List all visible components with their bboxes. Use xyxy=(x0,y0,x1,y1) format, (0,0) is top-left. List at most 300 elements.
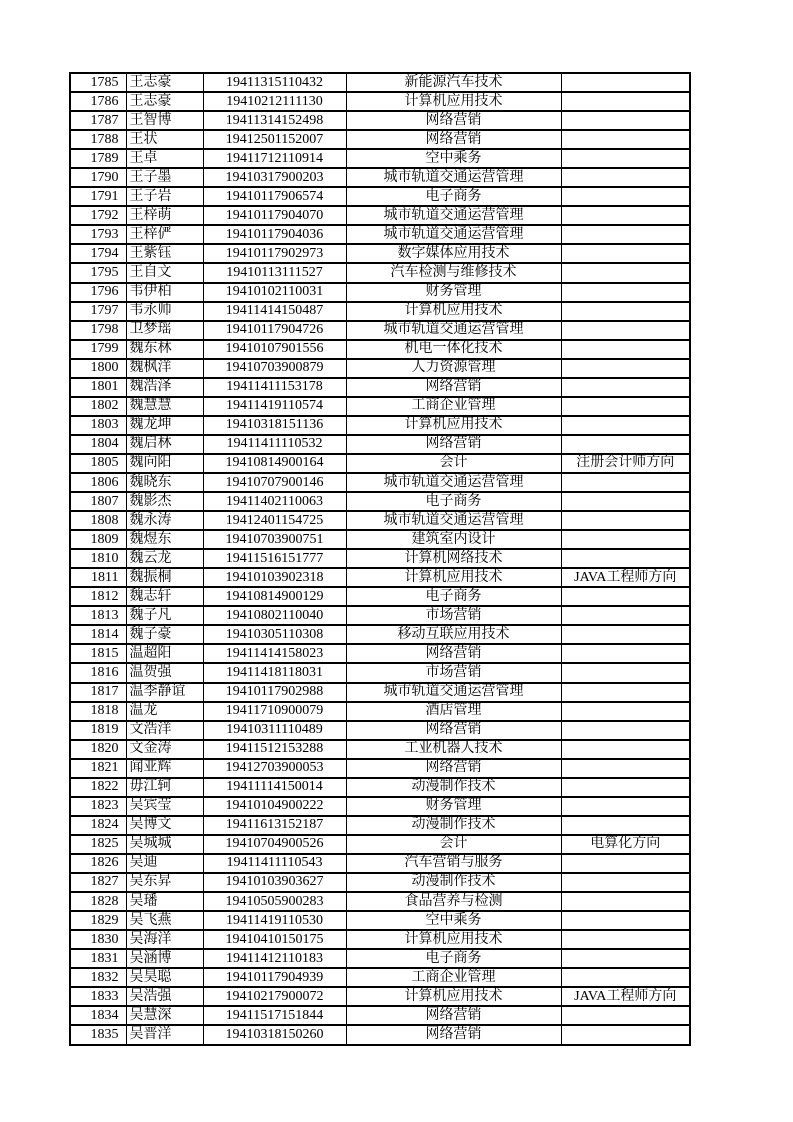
direction-cell xyxy=(561,340,690,359)
major-cell: 计算机应用技术 xyxy=(346,987,561,1006)
major-cell: 网络营销 xyxy=(346,1006,561,1025)
name-cell: 王紫钰 xyxy=(126,244,203,263)
table-row xyxy=(70,549,690,568)
name-cell: 吴晋洋 xyxy=(126,1025,203,1045)
no-cell: 1826 xyxy=(70,854,126,873)
major-cell: 城市轨道交通运营管理 xyxy=(346,683,561,702)
direction-cell xyxy=(561,968,690,987)
table-row xyxy=(70,454,690,473)
table-row xyxy=(70,663,690,682)
student-id-cell: 19410318151136 xyxy=(203,416,346,435)
no-cell: 1825 xyxy=(70,835,126,854)
no-cell: 1803 xyxy=(70,416,126,435)
name-cell: 魏启林 xyxy=(126,435,203,454)
no-cell: 1796 xyxy=(70,283,126,302)
student-id-cell: 19410103903627 xyxy=(203,873,346,892)
table-row xyxy=(70,949,690,968)
table-row xyxy=(70,244,690,263)
major-cell: 市场营销 xyxy=(346,663,561,682)
student-id-cell: 19411613152187 xyxy=(203,816,346,835)
table-row xyxy=(70,759,690,778)
major-cell: 市场营销 xyxy=(346,606,561,625)
table-row xyxy=(70,302,690,321)
no-cell: 1832 xyxy=(70,968,126,987)
direction-cell xyxy=(561,130,690,149)
direction-cell xyxy=(561,873,690,892)
direction-cell xyxy=(561,244,690,263)
name-cell: 文浩洋 xyxy=(126,721,203,740)
direction-cell xyxy=(561,225,690,244)
no-cell: 1795 xyxy=(70,263,126,282)
table-row xyxy=(70,797,690,816)
name-cell: 王梓俨 xyxy=(126,225,203,244)
name-cell: 吴博文 xyxy=(126,816,203,835)
direction-cell xyxy=(561,397,690,416)
major-cell: 动漫制作技术 xyxy=(346,778,561,797)
name-cell: 魏子凡 xyxy=(126,606,203,625)
student-id-cell: 19410104900222 xyxy=(203,797,346,816)
no-cell: 1824 xyxy=(70,816,126,835)
major-cell: 动漫制作技术 xyxy=(346,873,561,892)
direction-cell xyxy=(561,549,690,568)
student-id-cell: 19411517151844 xyxy=(203,1006,346,1025)
table-row xyxy=(70,321,690,340)
no-cell: 1787 xyxy=(70,111,126,130)
student-id-cell: 19411418118031 xyxy=(203,663,346,682)
major-cell: 工商企业管理 xyxy=(346,968,561,987)
direction-cell xyxy=(561,492,690,511)
direction-cell xyxy=(561,721,690,740)
no-cell: 1823 xyxy=(70,797,126,816)
major-cell: 计算机应用技术 xyxy=(346,568,561,587)
major-cell: 食品营养与检测 xyxy=(346,892,561,911)
name-cell: 王智博 xyxy=(126,111,203,130)
major-cell: 财务管理 xyxy=(346,283,561,302)
direction-cell xyxy=(561,663,690,682)
table-row xyxy=(70,740,690,759)
table-row xyxy=(70,435,690,454)
table-row xyxy=(70,283,690,302)
major-cell: 计算机应用技术 xyxy=(346,92,561,111)
direction-cell: JAVA工程师方向 xyxy=(561,568,690,587)
direction-cell xyxy=(561,949,690,968)
major-cell: 网络营销 xyxy=(346,644,561,663)
student-id-cell: 19410117902973 xyxy=(203,244,346,263)
major-cell: 数字媒体应用技术 xyxy=(346,244,561,263)
table-row xyxy=(70,625,690,644)
no-cell: 1819 xyxy=(70,721,126,740)
major-cell: 网络营销 xyxy=(346,721,561,740)
name-cell: 魏振桐 xyxy=(126,568,203,587)
name-cell: 魏志轩 xyxy=(126,587,203,606)
name-cell: 魏枫洋 xyxy=(126,359,203,378)
no-cell: 1814 xyxy=(70,625,126,644)
name-cell: 吴东昇 xyxy=(126,873,203,892)
no-cell: 1830 xyxy=(70,930,126,949)
table-row xyxy=(70,606,690,625)
no-cell: 1829 xyxy=(70,911,126,930)
name-cell: 闻亚辉 xyxy=(126,759,203,778)
student-id-cell: 19410505900283 xyxy=(203,892,346,911)
student-id-cell: 19411419110574 xyxy=(203,397,346,416)
student-id-cell: 19410103902318 xyxy=(203,568,346,587)
direction-cell xyxy=(561,263,690,282)
table-row xyxy=(70,111,690,130)
major-cell: 计算机应用技术 xyxy=(346,302,561,321)
direction-cell xyxy=(561,73,690,92)
major-cell: 城市轨道交通运营管理 xyxy=(346,168,561,187)
table-row xyxy=(70,511,690,530)
no-cell: 1807 xyxy=(70,492,126,511)
student-id-cell: 19410814900129 xyxy=(203,587,346,606)
major-cell: 城市轨道交通运营管理 xyxy=(346,206,561,225)
name-cell: 魏云龙 xyxy=(126,549,203,568)
student-id-cell: 19410703900879 xyxy=(203,359,346,378)
no-cell: 1808 xyxy=(70,511,126,530)
no-cell: 1786 xyxy=(70,92,126,111)
name-cell: 吴宾莹 xyxy=(126,797,203,816)
student-id-cell: 19412401154725 xyxy=(203,511,346,530)
direction-cell xyxy=(561,473,690,492)
table-row xyxy=(70,340,690,359)
direction-cell xyxy=(561,606,690,625)
table-row xyxy=(70,206,690,225)
student-id-cell: 19410703900751 xyxy=(203,530,346,549)
table-row xyxy=(70,778,690,797)
direction-cell xyxy=(561,149,690,168)
name-cell: 魏浩泽 xyxy=(126,378,203,397)
student-id-cell: 19410212111130 xyxy=(203,92,346,111)
major-cell: 网络营销 xyxy=(346,378,561,397)
direction-cell xyxy=(561,683,690,702)
name-cell: 魏煜东 xyxy=(126,530,203,549)
name-cell: 魏向阳 xyxy=(126,454,203,473)
document-page xyxy=(69,72,689,1046)
no-cell: 1811 xyxy=(70,568,126,587)
table-row xyxy=(70,530,690,549)
table-row xyxy=(70,73,690,92)
student-id-cell: 19410117906574 xyxy=(203,187,346,206)
no-cell: 1813 xyxy=(70,606,126,625)
major-cell: 网络营销 xyxy=(346,435,561,454)
direction-cell xyxy=(561,625,690,644)
direction-cell xyxy=(561,1025,690,1045)
table-row xyxy=(70,930,690,949)
no-cell: 1828 xyxy=(70,892,126,911)
student-id-cell: 19411414150487 xyxy=(203,302,346,321)
major-cell: 动漫制作技术 xyxy=(346,816,561,835)
table-row xyxy=(70,263,690,282)
table-row xyxy=(70,644,690,663)
direction-cell xyxy=(561,854,690,873)
student-id-cell: 19410317900203 xyxy=(203,168,346,187)
student-id-cell: 19410217900072 xyxy=(203,987,346,1006)
student-id-cell: 19410107901556 xyxy=(203,340,346,359)
student-table xyxy=(69,72,691,1046)
no-cell: 1834 xyxy=(70,1006,126,1025)
table-row xyxy=(70,683,690,702)
direction-cell xyxy=(561,797,690,816)
direction-cell xyxy=(561,587,690,606)
major-cell: 工业机器人技术 xyxy=(346,740,561,759)
table-row xyxy=(70,854,690,873)
student-id-cell: 19411712110914 xyxy=(203,149,346,168)
direction-cell xyxy=(561,911,690,930)
name-cell: 王自文 xyxy=(126,263,203,282)
name-cell: 温李静谊 xyxy=(126,683,203,702)
name-cell: 王子岩 xyxy=(126,187,203,206)
table-row xyxy=(70,130,690,149)
major-cell: 计算机网络技术 xyxy=(346,549,561,568)
direction-cell xyxy=(561,435,690,454)
table-row xyxy=(70,987,690,1006)
student-id-cell: 19410117904939 xyxy=(203,968,346,987)
table-row xyxy=(70,911,690,930)
name-cell: 魏晓东 xyxy=(126,473,203,492)
no-cell: 1804 xyxy=(70,435,126,454)
major-cell: 电子商务 xyxy=(346,949,561,968)
name-cell: 吴慧深 xyxy=(126,1006,203,1025)
direction-cell xyxy=(561,816,690,835)
name-cell: 吴迪 xyxy=(126,854,203,873)
student-id-cell: 19411315110432 xyxy=(203,73,346,92)
major-cell: 城市轨道交通运营管理 xyxy=(346,225,561,244)
table-row xyxy=(70,816,690,835)
direction-cell xyxy=(561,359,690,378)
table-row xyxy=(70,225,690,244)
major-cell: 网络营销 xyxy=(346,759,561,778)
name-cell: 文金涛 xyxy=(126,740,203,759)
no-cell: 1802 xyxy=(70,397,126,416)
major-cell: 汽车营销与服务 xyxy=(346,854,561,873)
name-cell: 魏永涛 xyxy=(126,511,203,530)
no-cell: 1792 xyxy=(70,206,126,225)
name-cell: 韦伊柏 xyxy=(126,283,203,302)
direction-cell xyxy=(561,778,690,797)
name-cell: 韦永帅 xyxy=(126,302,203,321)
direction-cell xyxy=(561,530,690,549)
student-id-cell: 19410707900146 xyxy=(203,473,346,492)
no-cell: 1806 xyxy=(70,473,126,492)
student-id-cell: 19411419110530 xyxy=(203,911,346,930)
table-row xyxy=(70,702,690,721)
table-row xyxy=(70,968,690,987)
no-cell: 1816 xyxy=(70,663,126,682)
direction-cell xyxy=(561,416,690,435)
table-row xyxy=(70,149,690,168)
direction-cell xyxy=(561,892,690,911)
major-cell: 空中乘务 xyxy=(346,911,561,930)
no-cell: 1817 xyxy=(70,683,126,702)
major-cell: 空中乘务 xyxy=(346,149,561,168)
student-id-cell: 19411414158023 xyxy=(203,644,346,663)
direction-cell xyxy=(561,1006,690,1025)
direction-cell xyxy=(561,111,690,130)
name-cell: 魏东林 xyxy=(126,340,203,359)
major-cell: 人力资源管理 xyxy=(346,359,561,378)
no-cell: 1798 xyxy=(70,321,126,340)
name-cell: 卫梦瑶 xyxy=(126,321,203,340)
major-cell: 城市轨道交通运营管理 xyxy=(346,473,561,492)
name-cell: 温龙 xyxy=(126,702,203,721)
table-row xyxy=(70,473,690,492)
direction-cell xyxy=(561,644,690,663)
no-cell: 1793 xyxy=(70,225,126,244)
name-cell: 吴浩强 xyxy=(126,987,203,1006)
direction-cell: 电算化方向 xyxy=(561,835,690,854)
table-row xyxy=(70,721,690,740)
direction-cell xyxy=(561,930,690,949)
name-cell: 毋江轲 xyxy=(126,778,203,797)
student-id-cell: 19411412110183 xyxy=(203,949,346,968)
major-cell: 新能源汽车技术 xyxy=(346,73,561,92)
major-cell: 酒店管理 xyxy=(346,702,561,721)
major-cell: 汽车检测与维修技术 xyxy=(346,263,561,282)
direction-cell xyxy=(561,206,690,225)
name-cell: 吴海洋 xyxy=(126,930,203,949)
major-cell: 网络营销 xyxy=(346,1025,561,1045)
student-id-cell: 19411411110543 xyxy=(203,854,346,873)
direction-cell xyxy=(561,283,690,302)
direction-cell xyxy=(561,92,690,111)
no-cell: 1794 xyxy=(70,244,126,263)
major-cell: 计算机应用技术 xyxy=(346,930,561,949)
name-cell: 魏慧慧 xyxy=(126,397,203,416)
name-cell: 魏子豪 xyxy=(126,625,203,644)
table-row xyxy=(70,168,690,187)
no-cell: 1809 xyxy=(70,530,126,549)
student-id-cell: 19410318150260 xyxy=(203,1025,346,1045)
no-cell: 1831 xyxy=(70,949,126,968)
table-row xyxy=(70,1006,690,1025)
direction-cell xyxy=(561,321,690,340)
direction-cell: 注册会计师方向 xyxy=(561,454,690,473)
table-row xyxy=(70,835,690,854)
no-cell: 1812 xyxy=(70,587,126,606)
student-table-body xyxy=(70,73,690,1045)
table-row xyxy=(70,378,690,397)
name-cell: 王梓萌 xyxy=(126,206,203,225)
name-cell: 吴城城 xyxy=(126,835,203,854)
no-cell: 1797 xyxy=(70,302,126,321)
student-id-cell: 19411114150014 xyxy=(203,778,346,797)
table-row xyxy=(70,1025,690,1045)
student-id-cell: 19411710900079 xyxy=(203,702,346,721)
student-id-cell: 19410102110031 xyxy=(203,283,346,302)
direction-cell xyxy=(561,302,690,321)
student-id-cell: 19410410150175 xyxy=(203,930,346,949)
major-cell: 城市轨道交通运营管理 xyxy=(346,321,561,340)
no-cell: 1835 xyxy=(70,1025,126,1045)
major-cell: 机电一体化技术 xyxy=(346,340,561,359)
direction-cell xyxy=(561,759,690,778)
name-cell: 王志豪 xyxy=(126,92,203,111)
no-cell: 1791 xyxy=(70,187,126,206)
student-id-cell: 19410113111527 xyxy=(203,263,346,282)
no-cell: 1821 xyxy=(70,759,126,778)
table-row xyxy=(70,492,690,511)
student-id-cell: 19410117904726 xyxy=(203,321,346,340)
name-cell: 温超阳 xyxy=(126,644,203,663)
major-cell: 城市轨道交通运营管理 xyxy=(346,511,561,530)
student-id-cell: 19411411110532 xyxy=(203,435,346,454)
direction-cell xyxy=(561,187,690,206)
student-id-cell: 19411512153288 xyxy=(203,740,346,759)
student-id-cell: 19410704900526 xyxy=(203,835,346,854)
no-cell: 1815 xyxy=(70,644,126,663)
no-cell: 1789 xyxy=(70,149,126,168)
student-id-cell: 19410117904036 xyxy=(203,225,346,244)
major-cell: 电子商务 xyxy=(346,587,561,606)
name-cell: 王状 xyxy=(126,130,203,149)
major-cell: 会计 xyxy=(346,454,561,473)
student-id-cell: 19412501152007 xyxy=(203,130,346,149)
no-cell: 1790 xyxy=(70,168,126,187)
student-id-cell: 19410814900164 xyxy=(203,454,346,473)
major-cell: 财务管理 xyxy=(346,797,561,816)
student-id-cell: 19410117902988 xyxy=(203,683,346,702)
table-row xyxy=(70,359,690,378)
no-cell: 1827 xyxy=(70,873,126,892)
no-cell: 1788 xyxy=(70,130,126,149)
table-row xyxy=(70,568,690,587)
student-id-cell: 19411411153178 xyxy=(203,378,346,397)
name-cell: 温贺强 xyxy=(126,663,203,682)
direction-cell xyxy=(561,378,690,397)
name-cell: 魏龙坤 xyxy=(126,416,203,435)
no-cell: 1810 xyxy=(70,549,126,568)
name-cell: 王卓 xyxy=(126,149,203,168)
major-cell: 计算机应用技术 xyxy=(346,416,561,435)
major-cell: 会计 xyxy=(346,835,561,854)
student-id-cell: 19411516151777 xyxy=(203,549,346,568)
no-cell: 1799 xyxy=(70,340,126,359)
table-row xyxy=(70,892,690,911)
name-cell: 吴璠 xyxy=(126,892,203,911)
student-id-cell: 19411314152498 xyxy=(203,111,346,130)
direction-cell xyxy=(561,702,690,721)
student-id-cell: 19411402110063 xyxy=(203,492,346,511)
no-cell: 1805 xyxy=(70,454,126,473)
table-row xyxy=(70,92,690,111)
table-row xyxy=(70,397,690,416)
direction-cell: JAVA工程师方向 xyxy=(561,987,690,1006)
name-cell: 王子墨 xyxy=(126,168,203,187)
direction-cell xyxy=(561,740,690,759)
student-id-cell: 19412703900053 xyxy=(203,759,346,778)
name-cell: 王志豪 xyxy=(126,73,203,92)
table-row xyxy=(70,187,690,206)
table-row xyxy=(70,416,690,435)
no-cell: 1800 xyxy=(70,359,126,378)
name-cell: 吴涵博 xyxy=(126,949,203,968)
major-cell: 电子商务 xyxy=(346,492,561,511)
major-cell: 移动互联应用技术 xyxy=(346,625,561,644)
major-cell: 建筑室内设计 xyxy=(346,530,561,549)
name-cell: 魏影杰 xyxy=(126,492,203,511)
major-cell: 网络营销 xyxy=(346,130,561,149)
no-cell: 1801 xyxy=(70,378,126,397)
major-cell: 工商企业管理 xyxy=(346,397,561,416)
direction-cell xyxy=(561,168,690,187)
name-cell: 吴飞燕 xyxy=(126,911,203,930)
no-cell: 1785 xyxy=(70,73,126,92)
direction-cell xyxy=(561,511,690,530)
student-id-cell: 19410305110308 xyxy=(203,625,346,644)
table-row xyxy=(70,587,690,606)
name-cell: 吴昊聪 xyxy=(126,968,203,987)
table-row xyxy=(70,873,690,892)
